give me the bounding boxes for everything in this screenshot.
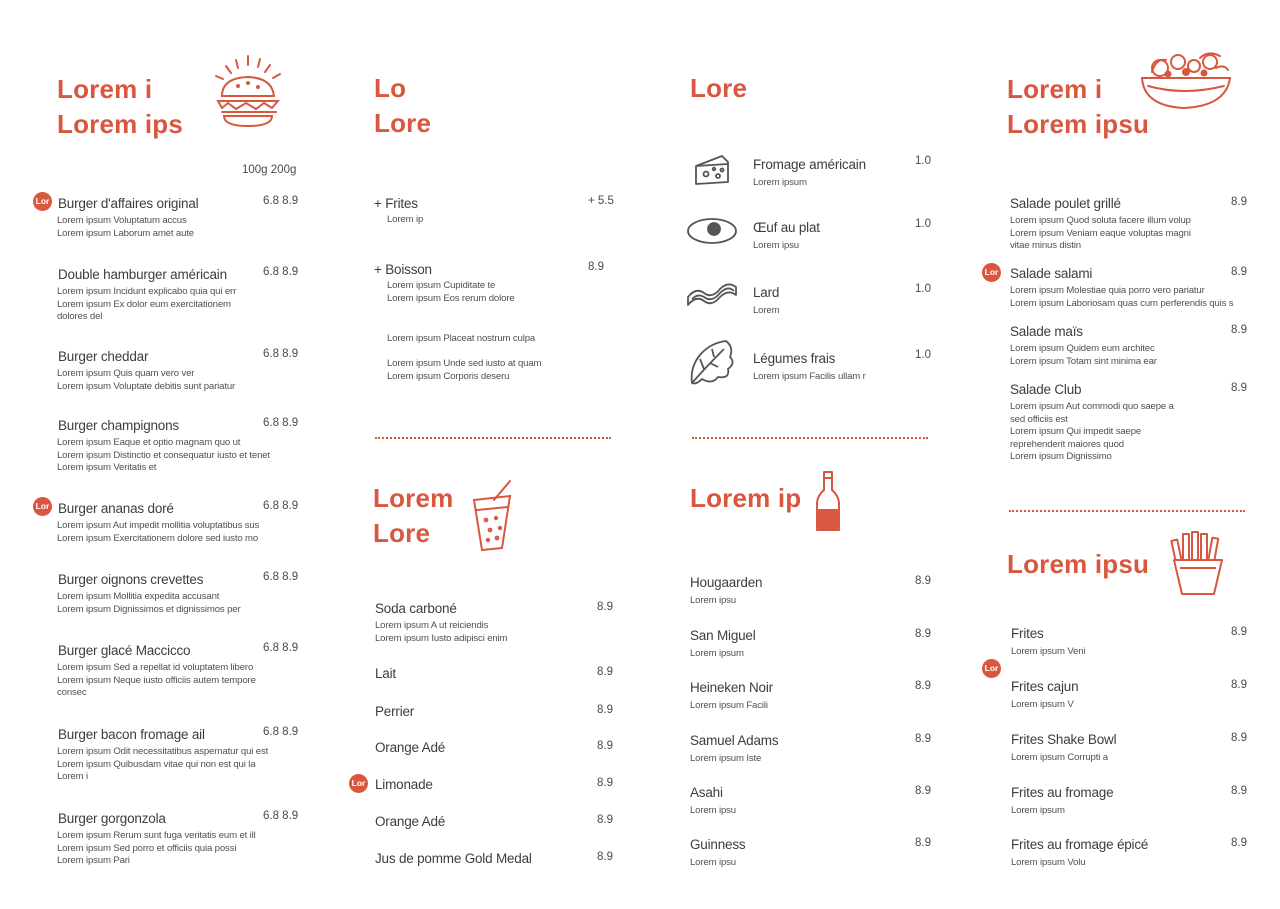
- beer-item-description: Lorem ipsum Iste: [690, 753, 762, 764]
- topping-item-price: 1.0: [915, 349, 931, 361]
- salad-item-description: Lorem ipsum Laboriosam quas cum perferendis quis s: [1010, 297, 1234, 309]
- drink-item-price: 8.9: [597, 777, 613, 789]
- extra-item-price: + 5.5: [588, 195, 614, 207]
- burger-item-price: 6.8 8.9: [263, 195, 299, 207]
- beer-section-title: Lorem ip: [690, 483, 802, 513]
- new-badge: Lor: [982, 659, 1001, 678]
- topping-item-name: Œuf au plat: [753, 220, 820, 235]
- beer-item-description: Lorem ipsum: [690, 648, 744, 659]
- salad-item-description: Lorem ipsum Molestiae quia porro vero pariatur: [1010, 285, 1205, 296]
- beer-item-price: 8.9: [915, 628, 931, 640]
- burger-item-description: consec: [57, 687, 87, 699]
- burger-item-description: Lorem ipsum Sed porro et officiis quia possi: [57, 842, 237, 854]
- burger-item-description: Lorem i: [57, 771, 88, 783]
- extra-note: Lorem ipsum Unde sed iusto at quam: [387, 358, 542, 369]
- salads-fries-column: [960, 0, 1280, 909]
- new-badge: Lor: [33, 497, 52, 516]
- salad-bowl-icon: [1138, 48, 1234, 117]
- drink-item-name: Orange Adé: [375, 814, 446, 829]
- extra-item-description: Lorem ip: [387, 214, 424, 225]
- burger-item-name: Burger ananas doré: [58, 501, 174, 516]
- extra-item-description: Lorem ipsum Cupiditate te: [387, 280, 496, 291]
- burger-item-price: 6.8 8.9: [263, 571, 299, 583]
- burger-item-description: Lorem ipsum Neque iusto officiis autem tempore: [57, 674, 256, 686]
- burger-item-description: Lorem ipsum Aut impedit mollitia voluptatibus sus: [57, 520, 260, 531]
- fries-item-name: Frites au fromage épicé: [1011, 837, 1149, 852]
- beer-item-description: Lorem ipsu: [690, 805, 736, 816]
- topping-item-name: Légumes frais: [753, 351, 836, 366]
- fries-item-description: Lorem ipsum V: [1011, 699, 1074, 710]
- burger-item-name: Burger cheddar: [58, 349, 149, 364]
- topping-item-price: 1.0: [915, 283, 931, 295]
- burger-item-price: 6.8 8.9: [263, 500, 299, 512]
- topping-item-price: 1.0: [915, 155, 931, 167]
- burger-item-description: Lorem ipsum Sed a repellat id voluptatem libero: [57, 662, 254, 673]
- salad-section-title-line1: Lorem i: [1007, 74, 1103, 104]
- burger-item-name: Burger bacon fromage ail: [58, 727, 205, 742]
- extra-note: Lorem ipsum Corporis deseru: [387, 370, 510, 382]
- salad-item-description: Lorem ipsum Quod soluta facere illum volup: [1010, 215, 1191, 226]
- salad-item-description: sed officiis est: [1010, 413, 1068, 425]
- salad-item-price: 8.9: [1231, 382, 1247, 394]
- beer-item-description: Lorem ipsu: [690, 595, 736, 606]
- beer-item-price: 8.9: [915, 575, 931, 587]
- burger-item-price: 6.8 8.9: [263, 726, 299, 738]
- salad-item-name: Salade salami: [1010, 266, 1093, 281]
- section-divider: [1009, 510, 1245, 512]
- drinks-section-title-line2: Lore: [373, 518, 431, 548]
- burger-item-name: Burger d'affaires original: [58, 196, 199, 211]
- new-badge: Lor: [349, 774, 368, 793]
- fries-section-title: Lorem ipsu: [1007, 549, 1150, 579]
- burger-item-name: Burger glacé Maccicco: [58, 643, 191, 658]
- drink-item-name: Orange Adé: [375, 740, 446, 755]
- beer-item-price: 8.9: [915, 837, 931, 849]
- salad-item-description: Lorem ipsum Dignissimo: [1010, 451, 1112, 463]
- section-divider: [375, 437, 611, 439]
- drink-item-name: Perrier: [375, 704, 415, 719]
- burger-item-description: Lorem ipsum Voluptate debitis sunt pariatur: [57, 380, 236, 392]
- beer-item-name: San Miguel: [690, 628, 756, 643]
- beer-item-name: Asahi: [690, 785, 723, 800]
- salad-item-price: 8.9: [1231, 196, 1247, 208]
- fried-egg-icon: [686, 216, 738, 251]
- burger-item-description: Lorem ipsum Quis quam vero ver: [57, 368, 195, 379]
- fries-item-price: 8.9: [1231, 732, 1247, 744]
- beer-bottle-icon: [812, 470, 844, 539]
- drink-item-price: 8.9: [597, 666, 613, 678]
- fries-item-name: Frites: [1011, 626, 1044, 641]
- soda-cup-icon: [468, 478, 518, 559]
- extras-drinks-column: [320, 0, 640, 909]
- salad-item-name: Salade Club: [1010, 382, 1082, 397]
- fries-item-description: Lorem ipsum Veni: [1011, 646, 1086, 657]
- extra-item-name: + Boisson: [374, 262, 432, 277]
- drink-item-price: 8.9: [597, 851, 613, 863]
- extras-section-title-line2: Lore: [374, 108, 432, 138]
- burger-column: [0, 0, 320, 909]
- burger-section-title-line1: Lorem i: [57, 74, 153, 104]
- burger-item-description: Lorem ipsum Distinctio et consequatur iusto et tenet: [57, 449, 270, 461]
- salad-section-title-line2: Lorem ipsu: [1007, 109, 1150, 139]
- drink-item-name: Lait: [375, 666, 396, 681]
- burger-item-description: Lorem ipsum Dignissimos et dignissimos per: [57, 603, 241, 615]
- burger-item-price: 6.8 8.9: [263, 348, 299, 360]
- burger-item-description: Lorem ipsum Odit necessitatibus aspernatur qui est: [57, 746, 269, 757]
- fries-item-description: Lorem ipsum: [1011, 805, 1065, 816]
- extra-note: Lorem ipsum Placeat nostrum culpa: [387, 333, 536, 344]
- fries-item-description: Lorem ipsum Volu: [1011, 857, 1086, 868]
- section-divider: [692, 437, 928, 439]
- drink-item-name: Limonade: [375, 777, 433, 792]
- fries-item-price: 8.9: [1231, 837, 1247, 849]
- new-badge: Lor: [33, 192, 52, 211]
- fries-item-name: Frites cajun: [1011, 679, 1079, 694]
- drinks-section-title-line1: Lorem: [373, 483, 454, 513]
- beer-item-description: Lorem ipsu: [690, 857, 736, 868]
- fries-item-name: Frites au fromage: [1011, 785, 1114, 800]
- drink-item-price: 8.9: [597, 704, 613, 716]
- burger-item-description: Lorem ipsum Quibusdam vitae qui non est qui la: [57, 758, 256, 770]
- cheese-icon: [692, 152, 732, 193]
- fries-item-price: 8.9: [1231, 785, 1247, 797]
- salad-item-description: reprehenderit maiores quod: [1010, 438, 1124, 450]
- topping-item-description: Lorem ipsum Facilis ullam r: [753, 371, 866, 382]
- beer-item-name: Hougaarden: [690, 575, 763, 590]
- burger-item-description: Lorem ipsum Ex dolor eum exercitationem: [57, 298, 231, 310]
- salad-item-description: vitae minus distin: [1010, 240, 1081, 252]
- burger-item-name: Burger gorgonzola: [58, 811, 166, 826]
- drink-item-name: Soda carboné: [375, 601, 457, 616]
- topping-item-description: Lorem ipsu: [753, 240, 799, 251]
- burger-item-price: 6.8 8.9: [263, 266, 299, 278]
- drink-item-price: 8.9: [597, 814, 613, 826]
- drink-item-price: 8.9: [597, 601, 613, 613]
- burger-item-description: Lorem ipsum Pari: [57, 855, 130, 867]
- burger-item-description: Lorem ipsum Laborum amet aute: [57, 227, 194, 239]
- extra-item-name: + Frites: [374, 196, 418, 211]
- burger-item-price: 6.8 8.9: [263, 810, 299, 822]
- topping-item-name: Fromage américain: [753, 157, 866, 172]
- drink-item-name: Jus de pomme Gold Medal: [375, 851, 532, 866]
- fries-item-price: 8.9: [1231, 626, 1247, 638]
- drink-item-description: Lorem ipsum Iusto adipisci enim: [375, 632, 508, 644]
- toppings-section-title: Lore: [690, 73, 748, 103]
- salad-item-description: Lorem ipsum Totam sint minima ear: [1010, 355, 1157, 367]
- fries-item-price: 8.9: [1231, 679, 1247, 691]
- topping-item-description: Lorem: [753, 305, 780, 316]
- burger-item-description: dolores del: [57, 311, 103, 323]
- salad-item-price: 8.9: [1231, 324, 1247, 336]
- topping-item-price: 1.0: [915, 218, 931, 230]
- beer-item-price: 8.9: [915, 733, 931, 745]
- burger-item-name: Burger champignons: [58, 418, 179, 433]
- salad-item-description: Lorem ipsum Aut commodi quo saepe a: [1010, 401, 1174, 412]
- drink-item-description: Lorem ipsum A ut reiciendis: [375, 620, 489, 631]
- topping-item-name: Lard: [753, 285, 780, 300]
- burger-item-description: Lorem ipsum Mollitia expedita accusant: [57, 591, 220, 602]
- drink-item-price: 8.9: [597, 740, 613, 752]
- burger-item-description: Lorem ipsum Voluptatum accus: [57, 215, 187, 226]
- beer-item-name: Heineken Noir: [690, 680, 773, 695]
- burger-item-description: Lorem ipsum Eaque et optio magnam quo ut: [57, 437, 241, 448]
- lettuce-icon: [686, 337, 738, 392]
- beer-item-price: 8.9: [915, 680, 931, 692]
- new-badge: Lor: [982, 263, 1001, 282]
- fries-item-name: Frites Shake Bowl: [1011, 732, 1117, 747]
- burger-item-description: Lorem ipsum Incidunt explicabo quia qui err: [57, 286, 237, 297]
- burger-icon: [206, 52, 286, 137]
- beer-item-price: 8.9: [915, 785, 931, 797]
- beer-item-description: Lorem ipsum Facili: [690, 700, 768, 711]
- beer-item-name: Samuel Adams: [690, 733, 779, 748]
- burger-item-description: Lorem ipsum Exercitationem dolore sed iusto mo: [57, 532, 259, 544]
- topping-item-description: Lorem ipsum: [753, 177, 807, 188]
- burger-item-description: Lorem ipsum Rerum sunt fuga veritatis eum et ill: [57, 830, 256, 841]
- extras-section-title-line1: Lo: [374, 73, 407, 103]
- bacon-icon: [686, 277, 738, 318]
- burger-section-title-line2: Lorem ips: [57, 109, 184, 139]
- extra-item-price: 8.9: [588, 261, 604, 273]
- size-header: 100g 200g: [242, 164, 297, 176]
- burger-item-name: Double hamburger américain: [58, 267, 227, 282]
- burger-item-name: Burger oignons crevettes: [58, 572, 204, 587]
- burger-item-price: 6.8 8.9: [263, 642, 299, 654]
- fries-item-description: Lorem ipsum Corrupti a: [1011, 752, 1108, 763]
- salad-item-description: Lorem ipsum Veniam eaque voluptas magni: [1010, 227, 1191, 239]
- burger-item-price: 6.8 8.9: [263, 417, 299, 429]
- salad-item-description: Lorem ipsum Quidem eum architec: [1010, 343, 1155, 354]
- salad-item-description: Lorem ipsum Qui impedit saepe: [1010, 426, 1142, 438]
- beer-item-name: Guinness: [690, 837, 746, 852]
- burger-item-description: Lorem ipsum Veritatis et: [57, 462, 157, 474]
- french-fries-icon: [1170, 530, 1226, 601]
- salad-item-name: Salade poulet grillé: [1010, 196, 1121, 211]
- extra-item-description: Lorem ipsum Eos rerum dolore: [387, 292, 515, 304]
- salad-item-price: 8.9: [1231, 266, 1247, 278]
- salad-item-name: Salade maïs: [1010, 324, 1083, 339]
- toppings-beer-column: [640, 0, 960, 909]
